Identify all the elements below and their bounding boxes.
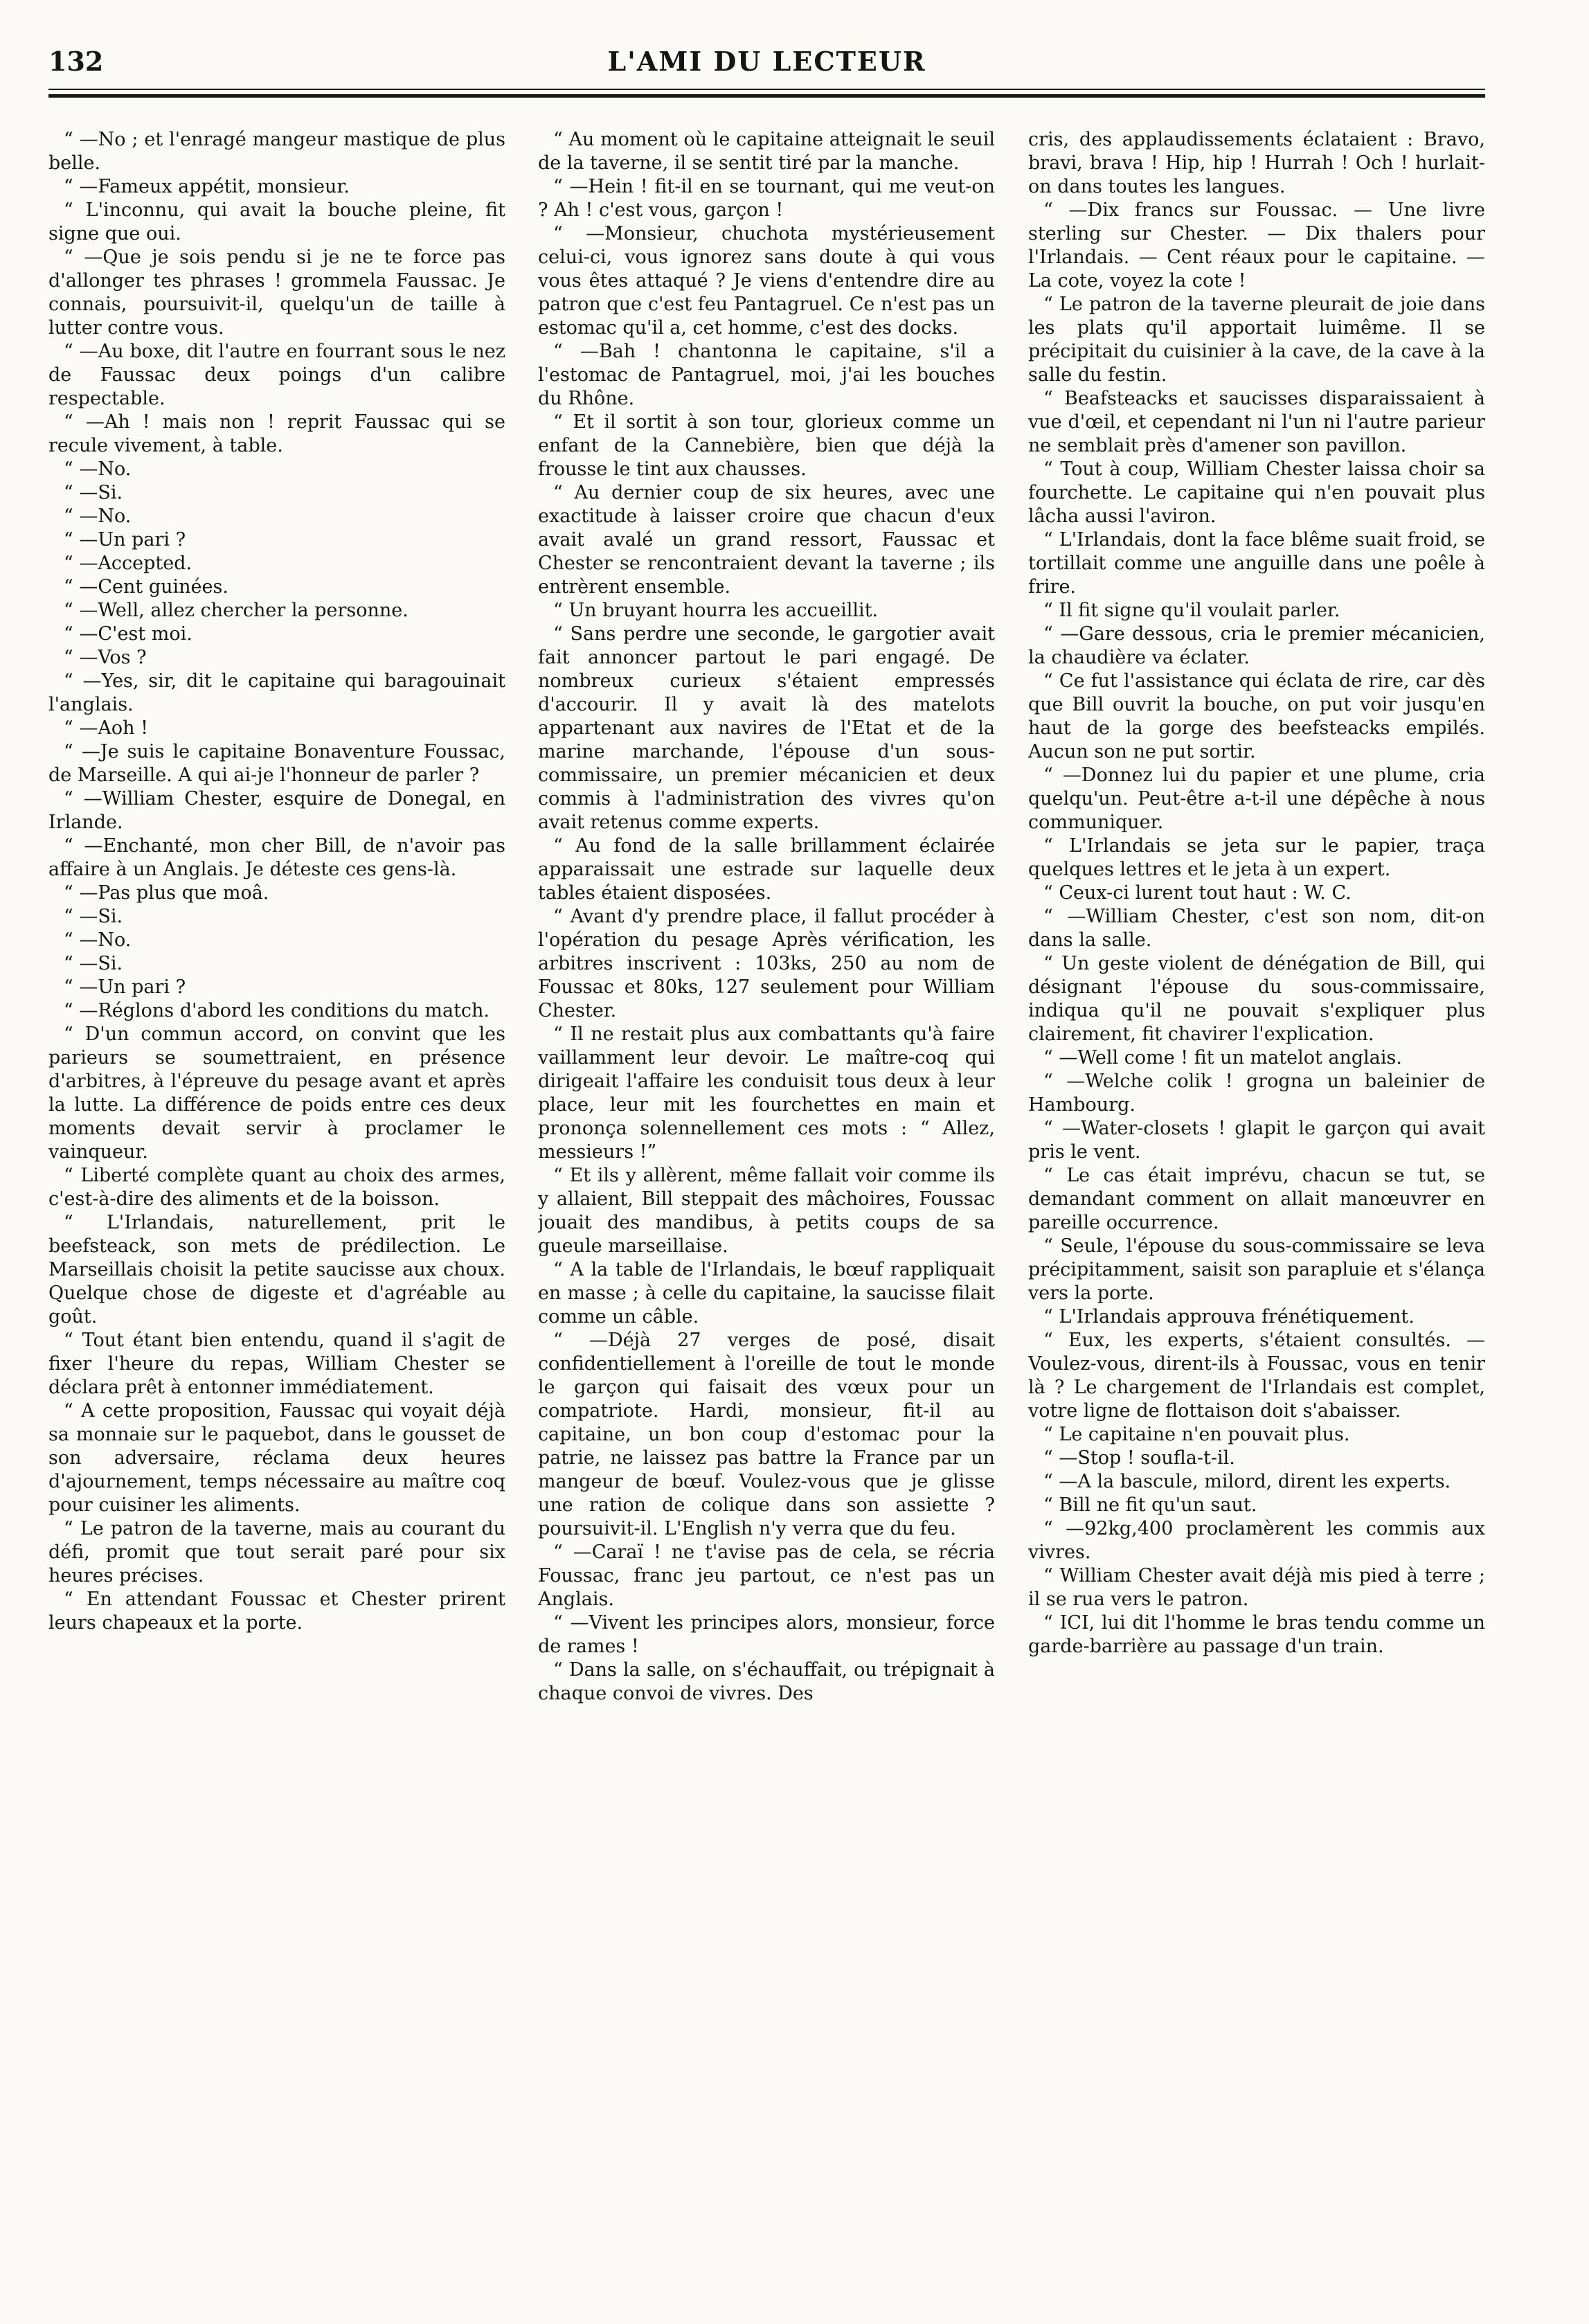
paragraph: “ Un bruyant hourra les accueillit. xyxy=(553,600,879,621)
paragraph: “ Eux, les experts, s'étaient consultés. —Voulez-vous, dirent-ils à Foussac, vous en tenir là ? Le chargement de l'Irlandais est complet, votre ligne de flottaison doit s'abaisser. xyxy=(1028,1330,1485,1422)
paragraph: “ Et ils y allèrent, même fallait voir comme ils y allaient, Bill steppait des mâchoires, Foussac jouait des mandibus, à petits coups de sa gueule marseillaise. xyxy=(538,1165,995,1257)
paragraph: “ L'inconnu, qui avait la bouche pleine, fit signe que oui. xyxy=(48,199,505,244)
paragraph: “ Le patron de la taverne pleurait de joie dans les plats qu'il apportait luimême. Il se précipitait du cuisinier à la cave, de la cave à la salle du festin. xyxy=(1028,294,1485,386)
paragraph: “ —92kg,400 proclamèrent les commis aux vivres. xyxy=(1028,1518,1485,1563)
paragraph: “ —Water-closets ! glapit le garçon qui avait pris le vent. xyxy=(1028,1118,1485,1163)
paragraph: “ —Un pari ? xyxy=(64,976,186,998)
paragraph: “ —Well come ! fit un matelot anglais. xyxy=(1043,1047,1402,1069)
page-number: 132 xyxy=(48,46,104,77)
paragraph: “ Dans la salle, on s'échauffait, ou trépignait à chaque convoi de vivres. Des xyxy=(538,1659,995,1704)
text-columns xyxy=(48,128,1485,2289)
paragraph: “ Beafsteacks et saucisses disparaissaient à vue d'œil, et cependant ni l'un ni l'autre parieur ne semblait près d'amener son pavillon. xyxy=(1028,388,1485,456)
paragraph: “ Le patron de la taverne, mais au courant du défi, promit que tout serait paré pour six heures précises. xyxy=(48,1518,505,1586)
paragraph: “ —Ah ! mais non ! reprit Faussac qui se recule vivement, à table. xyxy=(48,411,505,456)
paragraph: “ —William Chester, esquire de Donegal, en Irlande. xyxy=(48,788,505,833)
paragraph: “ Sans perdre une seconde, le gargotier avait fait annoncer partout le pari engagé. De nombreux curieux s'étaient empressés d'accourir. Il y avait là des matelots appartenant aux navires de l'Etat et de la marine marchande, l'épouse d'un sous-commissaire, un premier mécanicien et deux commis à l'administration des vivres qu'on avait retenus comme experts. xyxy=(538,623,995,833)
paragraph: “ L'Irlandais, naturellement, prit le beefsteack, son mets de prédilection. Le Marseillais choisit la petite saucisse aux choux. Quelque chose de digeste et d'agréable au goût. xyxy=(48,1212,505,1328)
paragraph: “ —A la bascule, milord, dirent les experts. xyxy=(1043,1471,1451,1492)
paragraph: “ Au fond de la salle brillamment éclairée apparaissait une estrade sur laquelle deux tables étaient disposées. xyxy=(538,835,995,904)
paragraph: “ A la table de l'Irlandais, le bœuf rappliquait en masse ; à celle du capitaine, la saucisse filait comme un câble. xyxy=(538,1259,995,1328)
paragraph: “ —Fameux appétit, monsieur. xyxy=(64,176,350,197)
paragraph: “ —C'est moi. xyxy=(64,623,192,645)
paragraph: “ —Enchanté, mon cher Bill, de n'avoir pas affaire à un Anglais. Je déteste ces gens-là. xyxy=(48,835,505,880)
paragraph: “ Et il sortit à son tour, glorieux comme un enfant de la Cannebière, bien que déjà la frousse le tint aux chausses. xyxy=(538,411,995,480)
paragraph: “ Tout étant bien entendu, quand il s'agit de fixer l'heure du repas, William Chester se déclara prêt à entonner immédiatement. xyxy=(48,1330,505,1398)
paragraph: “ A cette proposition, Faussac qui voyait déjà sa monnaie sur le paquebot, dans le gousset de son adversaire, réclama deux heures d'ajournement, temps nécessaire au maître coq pour cuisiner les aliments. xyxy=(48,1400,505,1516)
paragraph: “ Il ne restait plus aux combattants qu'à faire vaillamment leur devoir. Le maître-coq qui dirigeait l'affaire les conduisit tous deux à leur place, leur mit les fourchettes en main et prononça solennellement ces mots : “ Allez, messieurs !” xyxy=(538,1024,995,1163)
text-column-middle xyxy=(538,128,995,2289)
paragraph: “ Avant d'y prendre place, il fallut procéder à l'opération du pesage Après vérification, les arbitres inscrivent : 103ks, 250 au nom de Foussac et 80ks, 127 seulement pour William Chester. xyxy=(538,906,995,1021)
paragraph: “ —Je suis le capitaine Bonaventure Foussac, de Marseille. A qui ai-je l'honneur de parler ? xyxy=(48,741,505,786)
paragraph: “ —Vivent les principes alors, monsieur, force de rames ! xyxy=(538,1612,995,1657)
paragraph: “ L'Irlandais approuva frénétiquement. xyxy=(1043,1306,1415,1328)
header-rule-thick xyxy=(48,94,1485,98)
paragraph: “ —Vos ? xyxy=(64,647,147,668)
paragraph: “ —Si. xyxy=(64,906,123,927)
paragraph: “ —Au boxe, dit l'autre en fourrant sous le nez de Faussac deux poings d'un calibre respectable. xyxy=(48,341,505,409)
paragraph: “ —Yes, sir, dit le capitaine qui baragouinait l'anglais. xyxy=(48,670,505,715)
paragraph: “ Ceux-ci lurent tout haut : W. C. xyxy=(1043,882,1352,904)
paragraph: “ —No. xyxy=(64,506,132,527)
paragraph: “ —Donnez lui du papier et une plume, cria quelqu'un. Peut-être a-t-il une dépêche à nous communiquer. xyxy=(1028,765,1485,833)
paragraph: “ —Que je sois pendu si je ne te force pas d'allonger tes phrases ! grommela Faussac. Je connais, poursuivit-il, quelqu'un de taille à lutter contre vous. xyxy=(48,247,505,339)
paragraph: “ Au moment où le capitaine atteignait le seuil de la taverne, il se sentit tiré par la manche. xyxy=(538,129,995,174)
paragraph: “ L'Irlandais, dont la face blême suait froid, se tortillait comme une anguille dans une poêle à frire. xyxy=(1028,529,1485,598)
paragraph: “ Seule, l'épouse du sous-commissaire se leva précipitamment, saisit son parapluie et s'élança vers la porte. xyxy=(1028,1235,1485,1304)
header-rule-thin xyxy=(48,89,1485,90)
paragraph: “ Bill ne fit qu'un saut. xyxy=(1043,1494,1257,1516)
paragraph: “ —Caraï ! ne t'avise pas de cela, se récria Foussac, franc jeu partout, ce n'est pas un Anglais. xyxy=(538,1541,995,1610)
paragraph: “ Le capitaine n'en pouvait plus. xyxy=(1043,1424,1350,1445)
paragraph: “ —Hein ! fit-il en se tournant, qui me veut-on ? Ah ! c'est vous, garçon ! xyxy=(538,176,995,221)
paragraph: “ —Un pari ? xyxy=(64,529,186,551)
paragraph: “ Tout à coup, William Chester laissa choir sa fourchette. Le capitaine qui n'en pouvait plus lâcha aussi l'aviron. xyxy=(1028,458,1485,527)
paragraph: “ William Chester avait déjà mis pied à terre ; il se rua vers le patron. xyxy=(1028,1565,1485,1610)
paragraph: “ Liberté complète quant au choix des armes, c'est-à-dire des aliments et de la boisson. xyxy=(48,1165,505,1210)
paragraph: “ —Déjà 27 verges de posé, disait confidentiellement à l'oreille de tout le monde le garçon qui faisait des vœux pour un compatriote. Hardi, monsieur, fit-il au capitaine, un bon coup d'estomac pour la patrie, ne laissez pas battre la France par un mangeur de bœuf. Voulez-vous que je glisse une ration de colique dans son assiette ? poursuivit-il. L'English n'y verra que du feu. xyxy=(538,1330,995,1539)
paragraph: “ Au dernier coup de six heures, avec une exactitude à laisser croire que chacun d'eux avait avalé un grand ressort, Faussac et Chester se rencontraient devant la taverne ; ils entrèrent ensemble. xyxy=(538,482,995,598)
paragraph: “ —Gare dessous, cria le premier mécanicien, la chaudière va éclater. xyxy=(1028,623,1485,668)
paragraph: “ —Welche colik ! grogna un baleinier de Hambourg. xyxy=(1028,1071,1485,1116)
paragraph: “ —Réglons d'abord les conditions du match. xyxy=(64,1000,490,1021)
paragraph: “ —Bah ! chantonna le capitaine, s'il a l'estomac de Pantagruel, moi, j'ai les bouches du Rhône. xyxy=(538,341,995,409)
paragraph: “ —No ; et l'enragé mangeur mastique de plus belle. xyxy=(48,129,505,174)
paragraph: “ —Aoh ! xyxy=(64,717,148,739)
paragraph: “ —Pas plus que moâ. xyxy=(64,882,269,904)
text-column-left xyxy=(48,128,505,2289)
paragraph: “ Il fit signe qu'il voulait parler. xyxy=(1043,600,1340,621)
paragraph: “ —Si. xyxy=(64,482,123,503)
paragraph: “ Le cas était imprévu, chacun se tut, se demandant comment on allait manœuvrer en pareille occurrence. xyxy=(1028,1165,1485,1233)
text-column-right xyxy=(1028,128,1485,2289)
paragraph: “ Un geste violent de dénégation de Bill, qui désignant l'épouse du sous-commissaire, indiqua qu'il ne pouvait s'expliquer plus clairement, fit chavirer l'explication. xyxy=(1028,953,1485,1045)
paragraph: “ —Cent guinées. xyxy=(64,576,228,598)
paragraph: “ —Monsieur, chuchota mystérieusement celui-ci, vous ignorez sans doute à qui vous vous êtes attaqué ? Je viens d'entendre dire au patron que c'est feu Pantagruel. Ce n'est pas un estomac qu'il a, cet homme, c'est des docks. xyxy=(538,223,995,339)
paragraph: “ L'Irlandais se jeta sur le papier, traça quelques lettres et le jeta à un expert. xyxy=(1028,835,1485,880)
paragraph: “ —William Chester, c'est son nom, dit-on dans la salle. xyxy=(1028,906,1485,951)
paragraph: “ —Dix francs sur Foussac. — Une livre sterling sur Chester. — Dix thalers pour l'Irlandais. — Cent réaux pour le capitaine. — La cote, voyez la cote ! xyxy=(1028,199,1485,292)
paragraph: “ En attendant Foussac et Chester prirent leurs chapeaux et la porte. xyxy=(48,1589,505,1634)
paragraph: “ ICI, lui dit l'homme le bras tendu comme un garde-barrière au passage d'un train. xyxy=(1028,1612,1485,1657)
paragraph: “ —Stop ! soufla-t-il. xyxy=(1043,1447,1235,1469)
running-title: L'AMI DU LECTEUR xyxy=(607,46,926,77)
paragraph: “ —No. xyxy=(64,929,132,951)
paragraph: “ —Accepted. xyxy=(64,553,192,574)
paragraph: “ D'un commun accord, on convint que les parieurs se soumettraient, en présence d'arbitres, à l'épreuve du pesage avant et après la lutte. La différence de poids entre ces deux moments devait servir à proclamer le vainqueur. xyxy=(48,1024,505,1163)
page-header xyxy=(48,46,1485,80)
paragraph: “ —Well, allez chercher la personne. xyxy=(64,600,409,621)
paragraph: “ —No. xyxy=(64,458,132,480)
paragraph: “ Ce fut l'assistance qui éclata de rire, car dès que Bill ouvrit la bouche, on put voir jusqu'en haut de la gorge des beefsteacks empilés. Aucun son ne put sortir. xyxy=(1028,670,1485,762)
paragraph: cris, des applaudissements éclataient : Bravo, bravi, brava ! Hip, hip ! Hurrah ! Och ! hurlait-on dans toutes les langues. xyxy=(1028,129,1485,197)
paragraph: “ —Si. xyxy=(64,953,123,974)
